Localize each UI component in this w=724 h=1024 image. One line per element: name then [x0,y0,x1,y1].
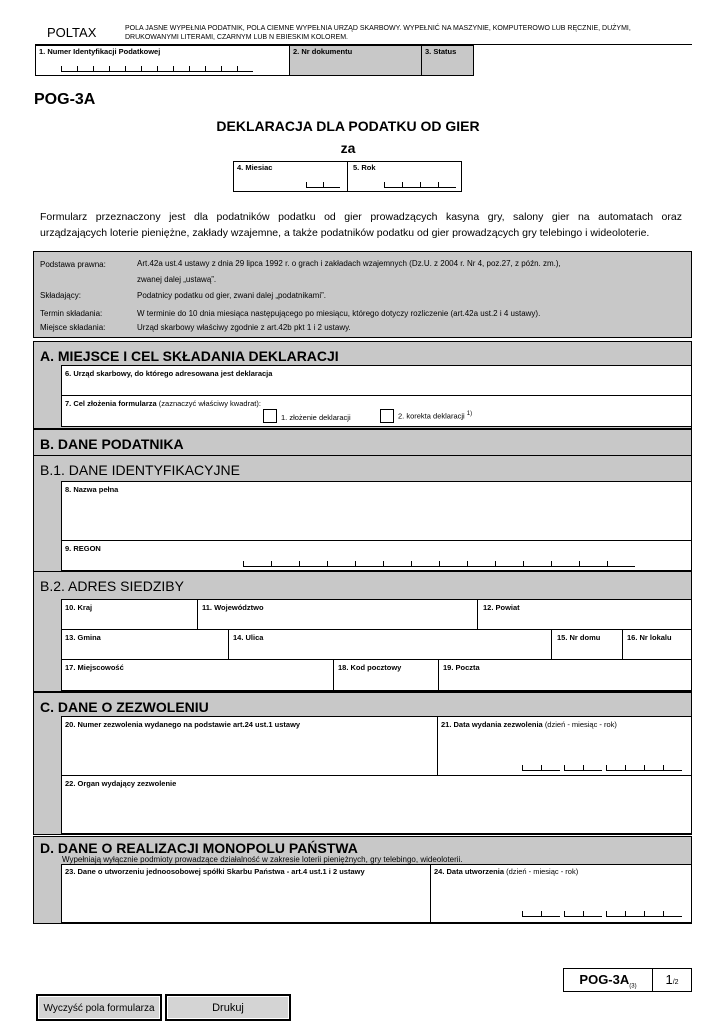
clear-form-button[interactable] [36,994,162,1021]
checkbox-submission[interactable] [263,409,277,423]
footer-code: POG-3A [579,972,630,987]
print-button[interactable] [165,994,291,1021]
basis-line1: Art.42a ust.4 ustawy z dnia 29 lipca 1992 r. o grach i zakładach wzajemnych (Dz.U. z 2004 r. Nr 4, poz.27, z późn. zm.), [137,259,561,268]
post-office-label: 19. Poczta [443,663,480,672]
regon-field[interactable] [61,540,692,571]
regon-label: 9. REGON [65,544,101,553]
section-c-title: C. DANE O ZEZWOLENIU [40,699,209,715]
purpose-hint: (zaznaczyć właściwy kwadrat): [158,399,261,408]
creation-date-field[interactable] [430,864,692,923]
section-b2-divider [34,571,691,572]
month-label: 4. Miesiac [237,163,273,172]
intro-line2: urządzających loterie pieniężne, zakłady wzajemne, a także podatników podatku od gier prowadzących gry telebingo i wideoloterie. [40,227,650,239]
doc-number-field [289,45,422,76]
place-value: Urząd skarbowy właściwy zgodnie z art.42b pkt 1 i 2 ustawy. [137,323,351,332]
purpose-field [61,395,692,427]
form-title: DEKLARACJA DLA PODATKU OD GIER [216,118,480,134]
section-d-title: D. DANE O REALIZACJI MONOPOLU PAŃSTWA [40,840,358,856]
state-company-label: 23. Dane o utworzeniu jednoosobowej spółki Skarbu Państwa - art.4 ust.1 i 2 ustawy [65,867,365,876]
voivodeship-label: 11. Województwo [202,603,264,612]
opt-correction-text: 2. korekta deklaracji [398,411,465,421]
instructions-line2: DRUKOWANYMI LITERAMI, CZARNYM LUB N EBIESKIM KOLOREM. [125,34,348,41]
deadline-value: W terminie do 10 dnia miesiąca następującego po miesiącu, którego dotyczy rozliczenie (art.42a ust.2 i 4 ustawy). [137,309,541,318]
basis-line2: zwanej dalej „ustawą”. [137,275,217,284]
issuing-authority-field[interactable] [61,775,692,834]
year-label: 5. Rok [353,163,376,172]
opt-correction-label [398,411,472,421]
nip-label: 1. Numer Identyfikacji Podatkowej [39,47,161,56]
doc-number-label: 2. Nr dokumentu [293,47,353,56]
purpose-label-text: 7. Cel złożenia formularza [65,399,157,408]
regon-ticks [243,561,635,567]
city-field[interactable] [61,659,334,691]
deadline-label: Termin składania: [40,309,103,318]
intro-text [40,209,682,241]
permit-number-label: 20. Numer zezwolenia wydanego na podstawie art.24 ust.1 ustawy [65,720,301,729]
country-field[interactable] [61,599,198,630]
brand: POLTAX [47,25,97,40]
commune-label: 13. Gmina [65,633,101,642]
permit-date-label [441,720,617,729]
legal-block [33,251,692,338]
tax-office-label: 6. Urząd skarbowy, do którego adresowana jest deklaracja [65,369,273,378]
purpose-label [65,399,261,408]
creation-date-hint: (dzień - miesiąc - rok) [506,867,579,876]
nip-ticks [61,66,253,72]
form-code: POG-3A [34,91,96,108]
permit-number-field[interactable] [61,716,438,776]
clear-form-label: Wyczyść pola formularza [38,996,160,1019]
post-office-field[interactable] [438,659,692,691]
year-ticks [384,182,456,188]
permit-date-field[interactable] [437,716,692,776]
permit-date-hint: (dzień - miesiąc - rok) [544,720,617,729]
house-no-field[interactable] [551,629,623,660]
footer-form-code [563,968,653,992]
full-name-field[interactable] [61,481,692,541]
month-field[interactable] [233,161,348,192]
street-field[interactable] [228,629,552,660]
creation-date-month-ticks [564,911,602,917]
basis-label: Podstawa prawna: [40,260,106,269]
house-no-label: 15. Nr domu [557,633,601,642]
section-d-note: Wypełniają wyłącznie podmioty prowadzące działalność w zakresie loterii pieniężnych, gry telebingo, wideoloterii. [62,855,463,864]
status-label: 3. Status [425,47,457,56]
creation-date-label [434,867,578,876]
street-label: 14. Ulica [233,633,264,642]
section-b-divider [34,455,691,456]
opt-submission-label: 1. złożenie deklaracji [281,413,351,422]
status-field [421,45,474,76]
apartment-no-field[interactable] [622,629,692,660]
permit-date-day-ticks [522,765,560,771]
footer-version: (3) [629,983,637,990]
tax-office-field[interactable] [61,365,692,396]
intro-line1: Formularz przeznaczony jest dla podatników podatku od gier prowadzących kasyna gry, salony gier na automatach oraz [40,211,682,223]
month-ticks [306,182,340,188]
instructions [125,24,631,42]
permit-date-label-text: 21. Data wydania zezwolenia [441,720,543,729]
section-a-title: A. MIEJSCE I CEL SKŁADANIA DEKLARACJI [40,348,339,364]
state-company-field[interactable] [61,864,431,923]
creation-date-label-text: 24. Data utworzenia [434,867,505,876]
checkbox-correction[interactable] [380,409,394,423]
postal-code-label: 18. Kod pocztowy [338,663,402,672]
country-label: 10. Kraj [65,603,93,612]
city-label: 17. Miejscowość [65,663,124,672]
section-b1-title: B.1. DANE IDENTYFIKACYJNE [40,462,240,478]
page-number: 1 [665,972,673,987]
issuing-authority-label: 22. Organ wydający zezwolenie [65,779,177,788]
postal-code-field[interactable] [333,659,439,691]
section-b-title: B. DANE PODATNIKA [40,436,184,452]
apartment-no-label: 16. Nr lokalu [627,633,672,642]
full-name-label: 8. Nazwa pełna [65,485,119,494]
footer-page [652,968,692,992]
creation-date-year-ticks [606,911,682,917]
year-field[interactable] [347,161,462,192]
permit-date-month-ticks [564,765,602,771]
print-label: Drukuj [167,996,289,1019]
section-b2-title: B.2. ADRES SIEDZIBY [40,578,184,594]
commune-field[interactable] [61,629,229,660]
opt-correction-footnote: 1) [466,411,473,417]
form-za: za [340,140,356,156]
place-label: Miejsce składania: [40,323,106,332]
page-total: /2 [672,979,679,986]
filer-value: Podatnicy podatku od gier, zwani dalej „podatnikami”. [137,291,326,300]
nip-field[interactable] [35,45,290,76]
district-label: 12. Powiat [483,603,520,612]
footer-code-text [564,972,652,990]
district-field[interactable] [477,599,692,630]
instructions-line1: POLA JASNE WYPEŁNIA PODATNIK, POLA CIEMNE WYPEŁNIA URZĄD SKARBOWY. WYPEŁNIĆ NA MASZYNIE, KOMPUTEROWO LUB RĘCZNIE, DUŻYMI, [125,25,631,32]
voivodeship-field[interactable] [197,599,478,630]
permit-date-year-ticks [606,765,682,771]
footer-page-text [653,972,691,987]
filer-label: Składający: [40,291,81,300]
creation-date-day-ticks [522,911,560,917]
